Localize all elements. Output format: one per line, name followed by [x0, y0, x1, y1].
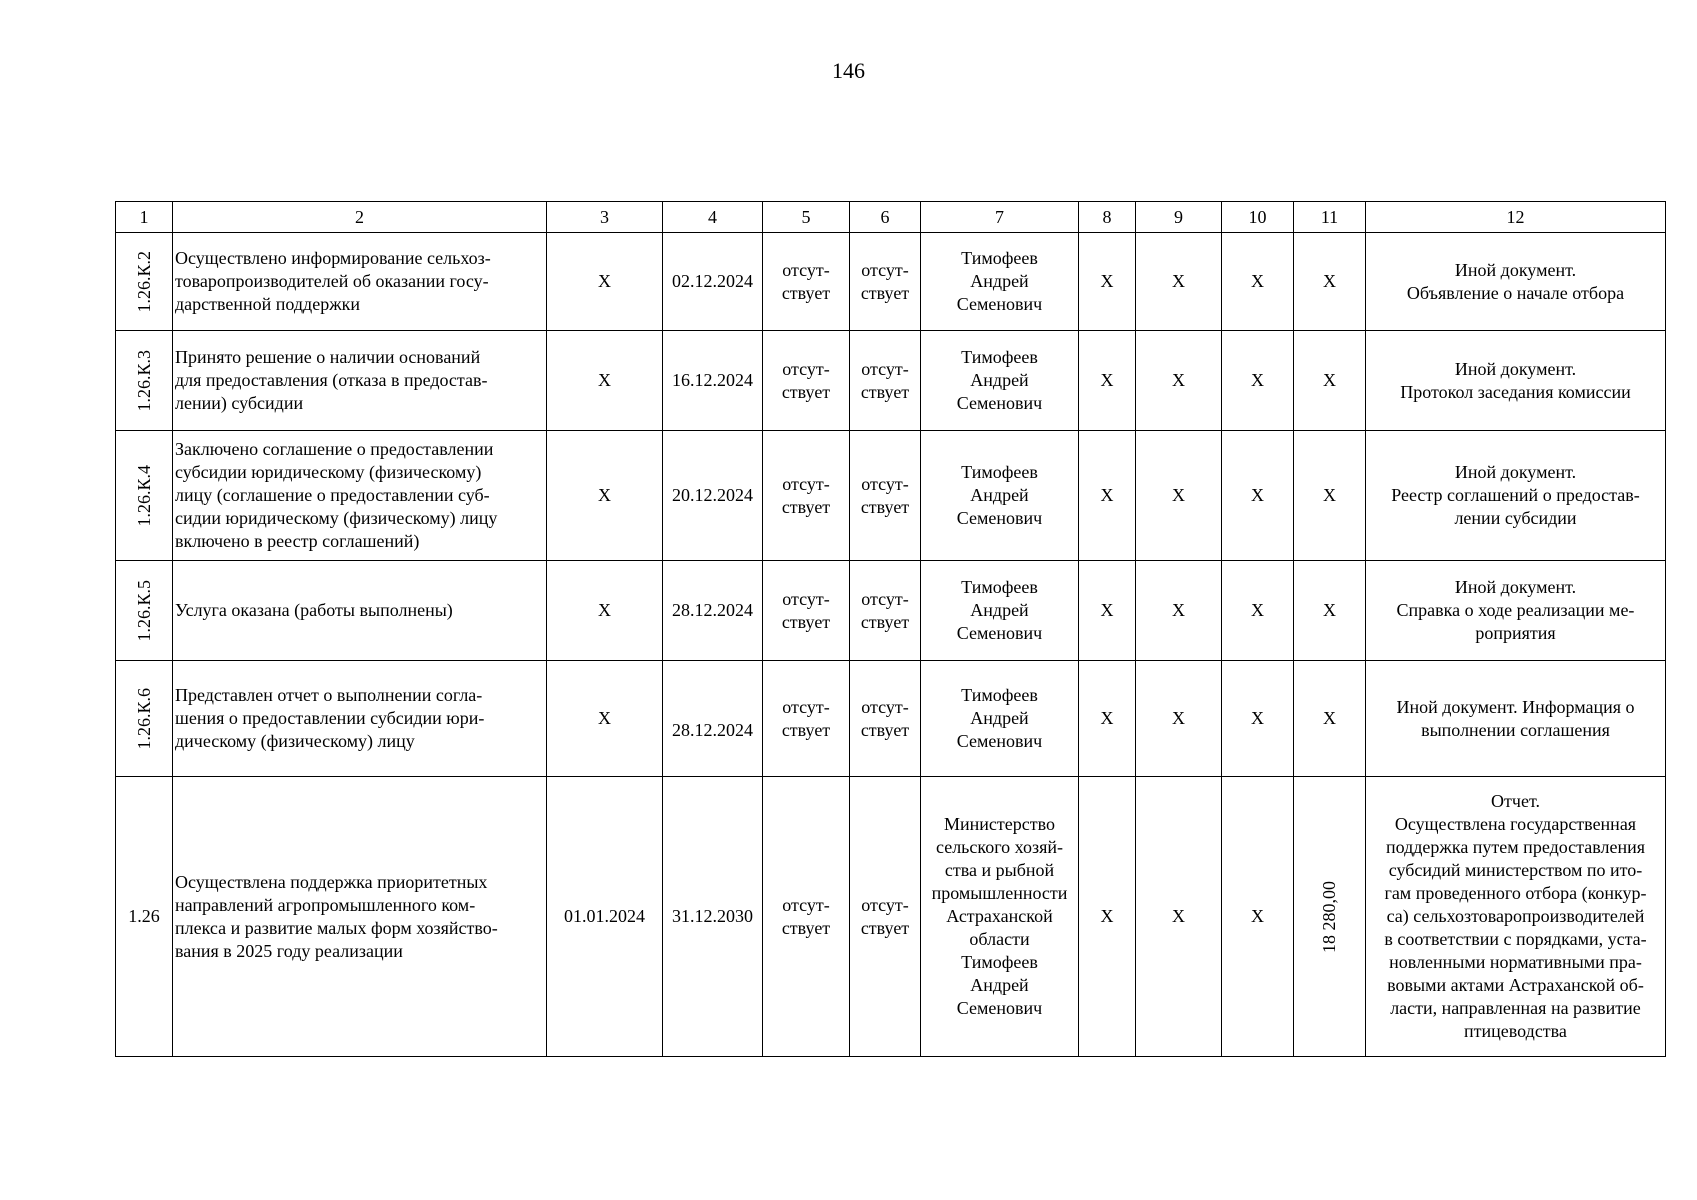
cell-col3: X [547, 661, 663, 777]
cell-col8: X [1079, 777, 1136, 1057]
row-title: Услуга оказана (работы выполнены) [173, 561, 547, 661]
cell-col5: отсут- ствует [763, 331, 850, 431]
cell-col10: X [1222, 233, 1294, 331]
cell-col10: X [1222, 777, 1294, 1057]
row-id-cell [116, 661, 173, 777]
row-id-cell [116, 431, 173, 561]
amount-value: 18 280,00 [1319, 880, 1339, 953]
row-id: 1.26.К.3 [133, 349, 154, 412]
cell-col9: X [1136, 233, 1222, 331]
row-title: Осуществлена поддержка приоритетных направлений агропромышленного ком- плекса и развитие малых форм хозяйство- вания в 2025 году реализации [173, 777, 547, 1057]
cell-col8: X [1079, 233, 1136, 331]
cell-col11: X [1294, 561, 1366, 661]
cell-col6: отсут- ствует [850, 561, 921, 661]
date-text: 28.12.2024 [672, 720, 753, 740]
cell-col8: X [1079, 431, 1136, 561]
header-cell: 12 [1366, 202, 1666, 233]
row-title: Осуществлено информирование сельхоз- товаропроизводителей об оказании госу- дарственной поддержки [173, 233, 547, 331]
cell-document: Иной документ. Реестр соглашений о предостав- лении субсидии [1366, 431, 1666, 561]
row-title: Представлен отчет о выполнении согла- шения о предоставлении субсидии юри- дическому (физическому) лицу [173, 661, 547, 777]
table-row [116, 431, 1666, 561]
header-cell: 10 [1222, 202, 1294, 233]
cell-col6: отсут- ствует [850, 331, 921, 431]
header-cell: 5 [763, 202, 850, 233]
cell-amount [1294, 777, 1366, 1057]
cell-document: Иной документ. Протокол заседания комиссии [1366, 331, 1666, 431]
header-cell: 11 [1294, 202, 1366, 233]
cell-document: Иной документ. Объявление о начале отбора [1366, 233, 1666, 331]
cell-col5: отсут- ствует [763, 661, 850, 777]
cell-document: Отчет. Осуществлена государственная поддержка путем предоставления субсидий министерством по ито- гам проведенного отбора (конкур- са) сельхозтоваропроизводителей в соответствии с порядками, уста- новленными нормативными пра- вовыми актами Астраханской об- ласти, направленная на развитие птицеводства [1366, 777, 1666, 1057]
cell-col8: X [1079, 561, 1136, 661]
header-cell: 1 [116, 202, 173, 233]
cell-col10: X [1222, 661, 1294, 777]
cell-col4-date [663, 661, 763, 777]
table-row [116, 777, 1666, 1057]
page-number: 146 [832, 58, 865, 83]
cell-responsible: Тимофеев Андрей Семенович [921, 561, 1079, 661]
cell-col6: отсут- ствует [850, 777, 921, 1057]
cell-col6: отсут- ствует [850, 431, 921, 561]
table-row [116, 233, 1666, 331]
header-cell: 6 [850, 202, 921, 233]
cell-col6: отсут- ствует [850, 661, 921, 777]
cell-col3: X [547, 561, 663, 661]
row-id: 1.26.К.2 [133, 250, 154, 313]
cell-col4-date: 16.12.2024 [663, 331, 763, 431]
row-title: Принято решение о наличии оснований для предоставления (отказа в предостав- лении) субсидии [173, 331, 547, 431]
row-id-cell [116, 233, 173, 331]
cell-responsible: Тимофеев Андрей Семенович [921, 331, 1079, 431]
cell-col11: X [1294, 431, 1366, 561]
cell-col10: X [1222, 331, 1294, 431]
cell-col11: X [1294, 233, 1366, 331]
row-id: 1.26 [116, 777, 173, 1057]
cell-col5: отсут- ствует [763, 233, 850, 331]
cell-col9: X [1136, 331, 1222, 431]
plan-table [115, 201, 1666, 1057]
cell-col6: отсут- ствует [850, 233, 921, 331]
header-cell: 9 [1136, 202, 1222, 233]
cell-col3: X [547, 431, 663, 561]
row-id: 1.26.К.4 [133, 464, 154, 527]
cell-col5: отсут- ствует [763, 431, 850, 561]
row-id-cell [116, 561, 173, 661]
cell-col4-date: 02.12.2024 [663, 233, 763, 331]
cell-col4-date: 28.12.2024 [663, 561, 763, 661]
cell-col9: X [1136, 431, 1222, 561]
row-title: Заключено соглашение о предоставлении субсидии юридическому (физическому) лицу (соглашение о предоставлении суб- сидии юридическому (физическому) лицу включено в реестр соглашений) [173, 431, 547, 561]
cell-responsible: Тимофеев Андрей Семенович [921, 431, 1079, 561]
cell-start-date: 01.01.2024 [547, 777, 663, 1057]
header-row [116, 202, 1666, 233]
cell-col3: X [547, 233, 663, 331]
cell-responsible: Тимофеев Андрей Семенович [921, 233, 1079, 331]
header-cell: 2 [173, 202, 547, 233]
row-id: 1.26.К.6 [133, 687, 154, 750]
cell-col5: отсут- ствует [763, 777, 850, 1057]
cell-col10: X [1222, 561, 1294, 661]
row-id-cell [116, 331, 173, 431]
table-row [116, 561, 1666, 661]
cell-col8: X [1079, 661, 1136, 777]
table-row [116, 661, 1666, 777]
header-cell: 4 [663, 202, 763, 233]
cell-col11: X [1294, 331, 1366, 431]
header-cell: 7 [921, 202, 1079, 233]
cell-col11: X [1294, 661, 1366, 777]
cell-col9: X [1136, 661, 1222, 777]
cell-end-date: 31.12.2030 [663, 777, 763, 1057]
header-cell: 3 [547, 202, 663, 233]
cell-col3: X [547, 331, 663, 431]
cell-col9: X [1136, 561, 1222, 661]
cell-col9: X [1136, 777, 1222, 1057]
cell-col5: отсут- ствует [763, 561, 850, 661]
row-id: 1.26.К.5 [133, 579, 154, 642]
cell-document: Иной документ. Справка о ходе реализации ме- роприятия [1366, 561, 1666, 661]
cell-col8: X [1079, 331, 1136, 431]
cell-responsible: Министерство сельского хозяй- ства и рыбной промышленности Астраханской области Тимофеев Андрей Семенович [921, 777, 1079, 1057]
cell-document: Иной документ. Информация о выполнении соглашения [1366, 661, 1666, 777]
cell-responsible: Тимофеев Андрей Семенович [921, 661, 1079, 777]
cell-col4-date: 20.12.2024 [663, 431, 763, 561]
cell-col10: X [1222, 431, 1294, 561]
header-cell: 8 [1079, 202, 1136, 233]
table-row [116, 331, 1666, 431]
